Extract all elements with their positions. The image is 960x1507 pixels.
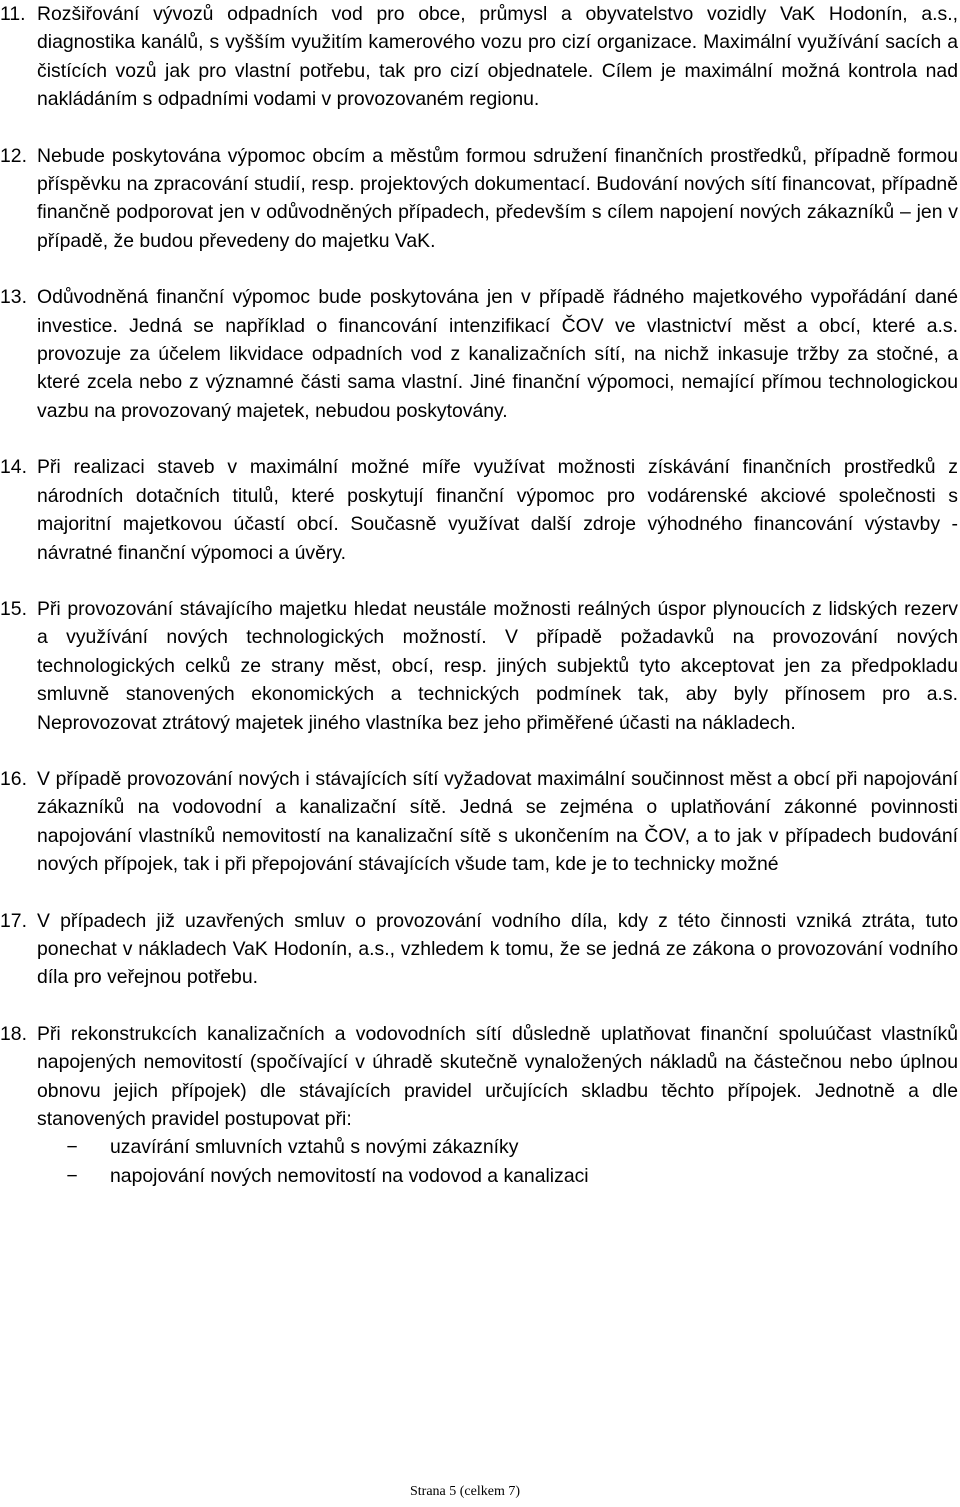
item-text: Nebude poskytována výpomoc obcím a městům formou sdružení finančních prostředků, případně formou příspěvku na zpracování studií, resp. projektových dokumentací. Budování nových sítí financovat, případně finančně podporovat jen v odůvodněných případech, především s cílem napojení nových zákazníků – jen v případě, že budou převedeny do majetku VaK. xyxy=(37,144,958,252)
item-text: V případě provozování nových i stávajících sítí vyžadovat maximální součinnost měst a obcí při napojování zákazníků na vodovodní a kanalizační sítě. Jedná se zejména o uplatňování zákonné povinnosti napojování vlastníků nemovitostí na kanalizační sítě s ukončením na ČOV, a to jak v případech budování nových přípojek, tak i při přepojování stávajících všude tam, kde je to technicky možné xyxy=(37,767,958,876)
item-number: 13. xyxy=(0,286,27,309)
dash-bullet: − xyxy=(66,1164,78,1187)
list-item xyxy=(0,0,958,114)
item-number: 12. xyxy=(0,144,27,167)
item-number: 17. xyxy=(0,909,27,932)
item-text: Při rekonstrukcích kanalizačních a vodovodních sítí důsledně uplatňovat finanční spoluúčast vlastníků napojených nemovitostí (spočívající v úhradě skutečně vynaložených nákladů na částečnou nebo úplnou obnovu jejich přípojek) dle stávajících pravidel určujících skladbu těchto přípojek. Jednotně a dle stanovených pravidel postupovat při: xyxy=(37,1022,958,1130)
item-number: 18. xyxy=(0,1022,27,1045)
dash-bullet: − xyxy=(66,1136,78,1159)
item-text: Při realizaci staveb v maximální možné míře využívat možnosti získávání finančních prostředků z národních dotačních titulů, které poskytují finanční výpomoc pro vodárenské akciové společnosti s majoritní majetkovou účastí obcí. Současně využívat další zdroje výhodného financování výstavby - návratné finanční výpomoci a úvěry. xyxy=(37,456,958,564)
sub-list-item xyxy=(37,1133,958,1161)
item-number: 14. xyxy=(0,456,27,479)
sub-item-text: napojování nových nemovitostí na vodovod a kanalizaci xyxy=(110,1164,589,1187)
list-item xyxy=(0,1020,958,1190)
list-item xyxy=(0,142,958,256)
list-item xyxy=(0,453,958,567)
sub-list-item xyxy=(37,1162,958,1190)
item-text: Rozšiřování vývozů odpadních vod pro obce, průmysl a obyvatelstvo vozidly VaK Hodonín, a.s., diagnostika kanálů, s vyšším využitím kamerového vozu pro cizí organizace. Maximální využívání sacích a čistících vozů jak pro vlastní potřebu, tak pro cizí objednatele. Cílem je maximální možná kontrola nad nakládáním s odpadními vodami v provozovaném regionu. xyxy=(37,3,958,111)
item-number: 16. xyxy=(0,767,27,790)
item-text: V případech již uzavřených smluv o provozování vodního díla, kdy z této činnosti vzniká ztráta, tuto ponechat v nákladech VaK Hodonín, a.s., vzhledem k tomu, že se jedná ze zákona o provozování vodního díla pro veřejnou potřebu. xyxy=(37,909,958,989)
list-item xyxy=(0,283,958,425)
list-item xyxy=(0,765,958,879)
item-text: Odůvodněná finanční výpomoc bude poskytována jen v případě řádného majetkového vypořádání dané investice. Jedná se například o financování intenzifikací ČOV ve vlastnictví měst a obcí, které a.s. provozuje za účelem likvidace odpadních vod z kanalizačních sítí, na nichž inkasuje tržby za stočné, a které zcela nebo z významné části sama vlastní. Jiné finanční výpomoci, nemající přímou technologickou vazbu na provozovaný majetek, nebudou poskytovány. xyxy=(37,286,958,422)
page-footer: Strana 5 (celkem 7) xyxy=(409,1484,520,1499)
list-item xyxy=(0,907,958,992)
list-item xyxy=(0,595,958,737)
item-number: 15. xyxy=(0,597,27,620)
item-number: 11. xyxy=(0,3,26,25)
item-text: Při provozování stávajícího majetku hledat neustále možnosti reálných úspor plynoucích z lidských rezerv a využívání nových technologických možností. V případě požadavků na provozování nových technologických celků ze strany měst, obcí, resp. jiných subjektů tyto akceptovat jen za předpokladu smluvně stanovených ekonomických a technických podmínek tak, aby byly přínosem pro a.s. Neprovozovat ztrátový majetek jiného vlastníka bez jeho přiměřené účasti na nákladech. xyxy=(37,597,958,734)
sub-list xyxy=(37,1133,958,1190)
sub-item-text: uzavírání smluvních vztahů s novými zákazníky xyxy=(110,1136,519,1159)
